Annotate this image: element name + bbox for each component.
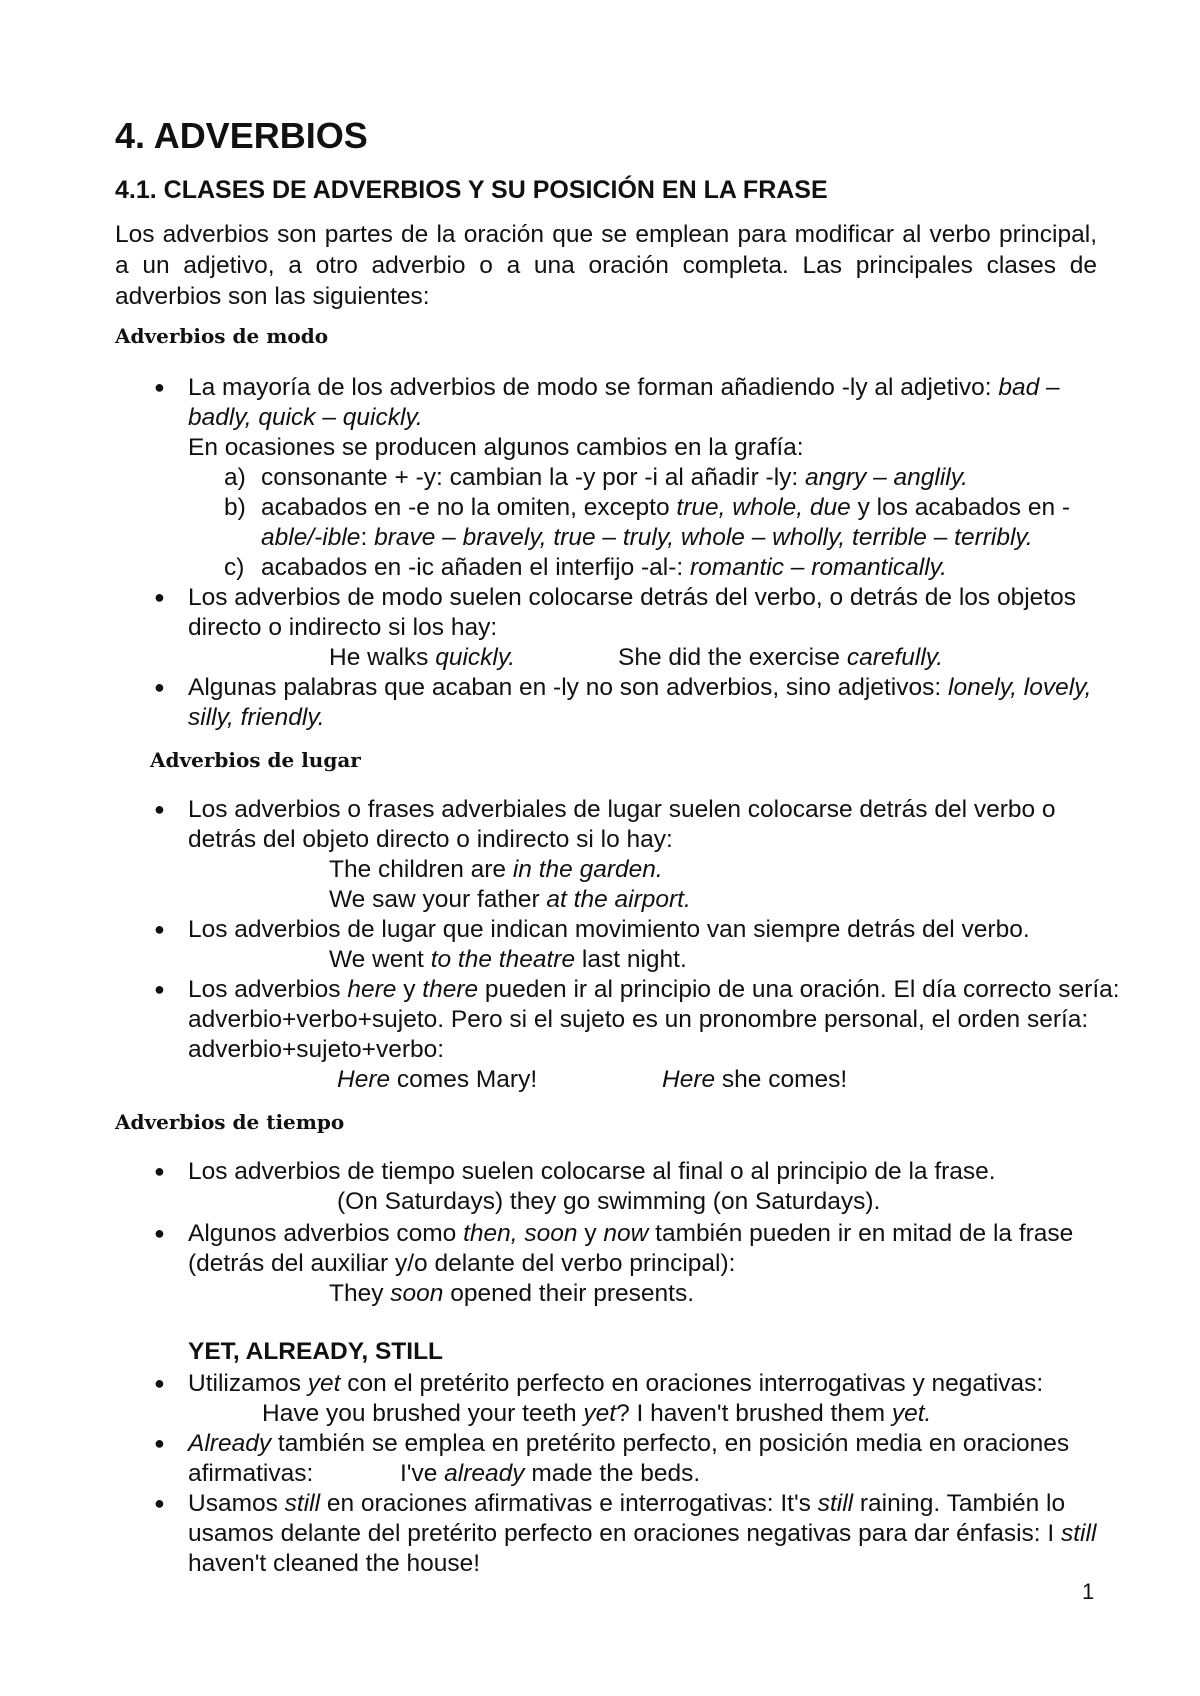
example-sentence: Here comes Mary! <box>337 1066 538 1093</box>
yet-bullet3-line2: usamos delante del pretérito perfecto en oraciones negativas para dar énfasis: I still <box>188 1520 1097 1547</box>
list-label-c: c) <box>224 554 245 581</box>
tiempo-bullet2-line1: Algunos adverbios como then, soon y now también pueden ir en mitad de la frase <box>188 1220 1074 1247</box>
heading-yet-already-still: YET, ALREADY, STILL <box>188 1338 444 1365</box>
bullet-icon: ● <box>154 587 165 607</box>
example-sentence: We saw your father at the airport. <box>329 886 691 913</box>
bullet-icon: ● <box>154 1223 165 1243</box>
yet-bullet2-line2: afirmativas: <box>188 1460 314 1487</box>
heading-adverbios-modo: Adverbios de modo <box>115 324 329 348</box>
list-item-b-line1: acabados en -e no la omiten, excepto true, whole, due y los acabados en - <box>261 494 1071 521</box>
heading-adverbios-tiempo: Adverbios de tiempo <box>115 1110 345 1134</box>
bullet-icon: ● <box>154 979 165 999</box>
yet-bullet3-line3: haven't cleaned the house! <box>188 1550 481 1577</box>
tiempo-bullet1-line1: Los adverbios de tiempo suelen colocarse al final o al principio de la frase. <box>188 1158 996 1185</box>
yet-bullet2-line1: Already también se emplea en pretérito perfecto, en posición media en oraciones <box>188 1430 1070 1457</box>
lugar-bullet1-line2: detrás del objeto directo o indirecto si lo hay: <box>188 826 673 853</box>
modo-bullet1-line1: La mayoría de los adverbios de modo se forman añadiendo -ly al adjetivo: bad – <box>188 374 1060 401</box>
lugar-bullet2-line1: Los adverbios de lugar que indican movimiento van siempre detrás del verbo. <box>188 916 1030 943</box>
example-sentence: He walks quickly. <box>329 644 516 671</box>
bullet-icon: ● <box>154 377 165 397</box>
example-sentence: We went to the theatre last night. <box>329 946 687 973</box>
bullet-icon: ● <box>154 677 165 697</box>
yet-bullet1-line1: Utilizamos yet con el pretérito perfecto en oraciones interrogativas y negativas: <box>188 1370 1044 1397</box>
bullet-icon: ● <box>154 799 165 819</box>
example-sentence: I've already made the beds. <box>400 1460 701 1487</box>
page-number: 1 <box>1082 1579 1095 1604</box>
lugar-bullet3-line1: Los adverbios here y there pueden ir al principio de una oración. El día correcto sería: <box>188 976 1120 1003</box>
bullet-icon: ● <box>154 1433 165 1453</box>
list-label-b: b) <box>224 494 246 521</box>
list-label-a: a) <box>224 464 246 491</box>
lugar-bullet1-line1: Los adverbios o frases adverbiales de lugar suelen colocarse detrás del verbo o <box>188 796 1056 823</box>
example-sentence: (On Saturdays) they go swimming (on Saturdays). <box>337 1188 881 1215</box>
example-sentence: Here she comes! <box>662 1066 848 1093</box>
bullet-icon: ● <box>154 1373 165 1393</box>
example-sentence: Have you brushed your teeth yet? I haven't brushed them yet. <box>262 1400 932 1427</box>
example-sentence: The children are in the garden. <box>329 856 663 883</box>
bullet-icon: ● <box>154 1493 165 1513</box>
heading-adverbios-lugar: Adverbios de lugar <box>150 748 361 772</box>
list-item-c: acabados en -ic añaden el interfijo -al-: romantic – romantically. <box>261 554 947 581</box>
list-item-a: consonante + -y: cambian la -y por -i al añadir -ly: angry – anglily. <box>261 464 968 491</box>
page-title: 4. ADVERBIOS <box>115 115 368 156</box>
modo-bullet3-line1: Algunas palabras que acaban en -ly no son adverbios, sino adjetivos: lonely, lovely, <box>188 674 1092 701</box>
bullet-icon: ● <box>154 919 165 939</box>
example-sentence: She did the exercise carefully. <box>618 644 944 671</box>
modo-bullet2-line1: Los adverbios de modo suelen colocarse detrás del verbo, o detrás de los objetos <box>188 584 1076 611</box>
tiempo-bullet2-line2: (detrás del auxiliar y/o delante del verbo principal): <box>188 1250 736 1277</box>
bullet-icon: ● <box>154 1161 165 1181</box>
intro-paragraph: Los adverbios son partes de la oración que se emplean para modificar al verbo principal, a un adjetivo, a otro adverbio o a una oración completa. Las principales clases de adverbios son las siguientes: <box>115 221 1097 310</box>
example-sentence: They soon opened their presents. <box>329 1280 695 1307</box>
section-subtitle: 4.1. CLASES DE ADVERBIOS Y SU POSICIÓN EN LA FRASE <box>115 176 828 204</box>
modo-bullet1-line2: badly, quick – quickly. <box>188 404 423 431</box>
yet-bullet3-line1: Usamos still en oraciones afirmativas e interrogativas: It's still raining. También lo <box>188 1490 1066 1517</box>
list-item-b-line2: able/-ible: brave – bravely, true – truly, whole – wholly, terrible – terribly. <box>261 524 1033 551</box>
modo-bullet3-line2: silly, friendly. <box>188 704 325 731</box>
modo-bullet1-line3: En ocasiones se producen algunos cambios en la grafía: <box>188 434 804 461</box>
modo-bullet2-line2: directo o indirecto si los hay: <box>188 614 498 641</box>
lugar-bullet3-line3: adverbio+sujeto+verbo: <box>188 1036 445 1063</box>
lugar-bullet3-line2: adverbio+verbo+sujeto. Pero si el sujeto es un pronombre personal, el orden sería: <box>188 1006 1089 1033</box>
